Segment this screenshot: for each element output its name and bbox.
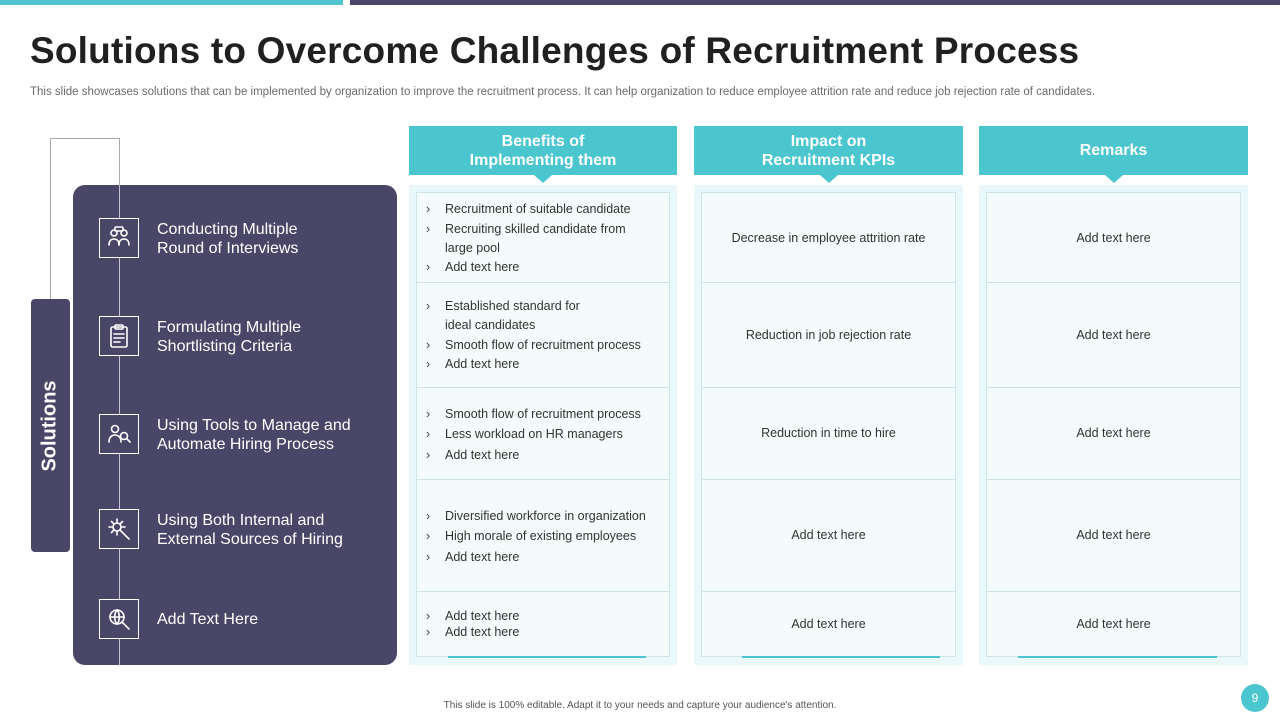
benefit-bullet: › Established standard for ideal candidates — [426, 299, 580, 332]
solution-label: Formulating Multiple Shortlisting Criteria — [157, 319, 302, 355]
clipboard-icon — [99, 316, 139, 356]
tools-people-icon — [99, 414, 139, 454]
row-divider — [987, 591, 1240, 592]
solution-item-add-text — [99, 599, 389, 643]
remarks-cell: Add text here — [1076, 528, 1151, 542]
column-header-impact: Impact on Recruitment KPIs — [694, 126, 963, 175]
row-divider — [987, 479, 1240, 480]
benefit-bullet: › Smooth flow of recruitment process — [426, 407, 641, 421]
connector-line-drop — [119, 138, 120, 185]
row-divider — [987, 282, 1240, 283]
column-header-benefits: Benefits of Implementing them — [409, 126, 677, 175]
row-divider — [702, 591, 955, 592]
solution-item-shortlisting — [99, 316, 389, 360]
footer-note: This slide is 100% editable. Adapt it to your needs and capture your audience's attention. — [443, 700, 837, 711]
page-subtitle: This slide showcases solutions that can be implemented by organization to improve the recruitment process. It can help organization to reduce employee attrition rate and reduce job rejection rate of candidates. — [30, 86, 1095, 98]
benefit-bullet: › Diversified workforce in organization — [426, 509, 646, 523]
row-divider — [702, 387, 955, 388]
remarks-cell: Add text here — [1076, 231, 1151, 245]
impact-cell: Reduction in job rejection rate — [745, 328, 912, 342]
solution-label: Conducting Multiple Round of Interviews — [157, 221, 299, 257]
benefit-bullet: › Add text here — [426, 609, 520, 623]
remarks-cell: Add text here — [1076, 426, 1151, 440]
solution-item-interviews — [99, 218, 389, 262]
benefit-bullet: › Add text here — [426, 357, 520, 371]
benefit-bullet: › Less workload on HR managers — [426, 427, 623, 441]
remarks-cell: Add text here — [1076, 328, 1151, 342]
interview-icon — [99, 218, 139, 258]
connector-line-vertical — [50, 138, 51, 299]
benefit-bullet: › Smooth flow of recruitment process — [426, 338, 641, 352]
page-number: 9 — [1241, 684, 1269, 712]
connector-line-horizontal — [50, 138, 120, 139]
solution-item-sources — [99, 509, 389, 553]
solution-label: Using Both Internal and External Sources of Hiring — [157, 512, 343, 548]
impact-column — [701, 192, 956, 657]
remarks-accent-line — [1018, 656, 1217, 658]
impact-cell: Add text here — [791, 528, 866, 542]
benefit-bullet: › High morale of existing employees — [426, 529, 637, 543]
page-title: Solutions to Overcome Challenges of Recruitment Process — [30, 30, 1080, 71]
solution-item-tools — [99, 414, 389, 458]
impact-cell: Add text here — [791, 617, 866, 631]
remarks-cell: Add text here — [1076, 617, 1151, 631]
benefit-bullet: › Add text here — [426, 550, 520, 564]
row-divider — [417, 591, 669, 592]
column-header-remarks: Remarks — [979, 126, 1248, 175]
benefit-bullet: › Add text here — [426, 448, 520, 462]
benefit-bullet: › Add text here — [426, 260, 520, 274]
benefit-bullet: › Add text here — [426, 625, 520, 639]
solution-label: Using Tools to Manage and Automate Hiring Process — [157, 417, 351, 453]
row-divider — [987, 387, 1240, 388]
row-divider — [417, 387, 669, 388]
top-dark-bar — [350, 0, 1280, 5]
row-divider — [417, 479, 669, 480]
benefit-bullet: › Recruiting skilled candidate from large pool — [426, 222, 626, 255]
remarks-column — [986, 192, 1241, 657]
row-divider — [702, 282, 955, 283]
benefits-accent-line — [448, 656, 646, 658]
top-accent-bar — [0, 0, 343, 5]
row-divider — [702, 479, 955, 480]
impact-accent-line — [742, 656, 940, 658]
row-divider — [417, 282, 669, 283]
impact-cell: Decrease in employee attrition rate — [731, 231, 926, 245]
gear-search-icon — [99, 509, 139, 549]
globe-search-icon — [99, 599, 139, 639]
benefit-bullet: › Recruitment of suitable candidate — [426, 202, 631, 216]
solutions-tab-label: Solutions — [38, 380, 61, 472]
solution-label: Add Text Here — [157, 611, 259, 628]
impact-cell: Reduction in time to hire — [761, 426, 896, 440]
